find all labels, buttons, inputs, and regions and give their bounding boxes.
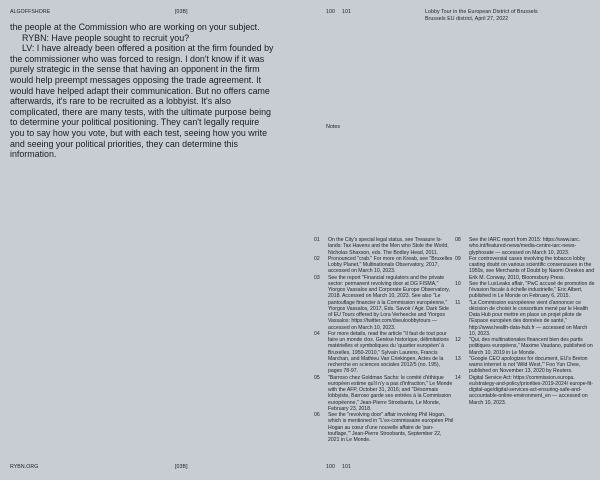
paragraph: the people at the Commission who are working on your subject. xyxy=(10,22,260,32)
notes-column-left xyxy=(314,237,454,443)
footnote-text: Digital Service Act: https://commission.europa. eu/strategy-and-policy/priorities-2019-2024/ europe-fit-digital-age/digital-services-act-ensuring-safe-and-accountable-online-environment_en — accessed on March 10, 2023. xyxy=(469,374,594,406)
footnote xyxy=(455,356,595,375)
footnote xyxy=(455,281,595,300)
chapter-subtitle: Brussels EU district, April 27, 2022 xyxy=(425,15,509,22)
footnote xyxy=(455,300,595,338)
footnote xyxy=(314,331,454,375)
footnote-text: For more details, read the article "Il faut de tout pour faire un monde clos. Genèse historique, délimitations matérielles et symboliques du 'quartier européen' à Bruxelles, 1950-2010," Sylvain Laurens, Francis Marchan, and Mathieu Van Criekingen, Actes de la recherche en sciences sociales 2012/5 (no. 195), pages 78-97. xyxy=(328,330,449,375)
footnote-number: 14 xyxy=(455,374,461,381)
footnote xyxy=(314,237,454,256)
paragraph: LV: I have already been offered a position at the firm founded by the commissioner who was forced to resign. I don't know if it was purely strategic in the sense that having an opponent in the firm would help preempt messages opposing the trade agreement. It would have helped adapt their communication. But no offers came afterwards, it's rare to be recruited as a lobbyist. It's also complicated, there are many tests, with the ultimate purpose being to determine your political positioning. They can't legally require you to say how you vote, but with each test, seeing how you write and seeing your political priorities, they can determine this information. xyxy=(10,43,274,160)
footnote-number: 02 xyxy=(314,255,320,262)
page-number-left: 100 xyxy=(326,9,335,15)
footnote-text: "Google CEO apologizes for document, EU's Breton warns internet is not 'Wild West,'" Foo Yun Chee, published on November 13, 2020 by Reuters. xyxy=(469,355,588,375)
footnote xyxy=(314,256,454,275)
footer-page-number-left: 100 xyxy=(326,464,335,470)
footnote-text: For controversial cases involving the tobacco lobby casting doubt on various scientific consensuses in the 1950s, see Merchants of Doubt by Naomi Oreskes and Erik M. Conway, 2010, Bloomsbury Press. xyxy=(469,255,595,281)
running-footer-site: RYBN.ORG xyxy=(10,464,39,470)
running-header-page-ref: [03B] xyxy=(175,9,188,15)
footnote-text: Pronounced "crab." For more on Kreab, see "Bruxelles Lobby Planet," Multinationals Observatory, 2017, accessed on March 10, 2023. xyxy=(328,255,453,275)
footnote-number: 12 xyxy=(455,337,461,343)
footnote xyxy=(314,375,454,413)
right-page xyxy=(300,0,600,480)
footer-page-number-right: 101 xyxy=(342,464,351,470)
footnote-number: 11 xyxy=(455,299,461,306)
footnote-number: 08 xyxy=(455,237,461,243)
footnote xyxy=(455,256,595,281)
footnote-number: 13 xyxy=(455,355,461,362)
footnote xyxy=(455,375,595,406)
running-footer-page-ref: [03B] xyxy=(175,464,188,470)
footnote-text: On the City's special legal status, see Treasure Islands: Tax Havens and the Men who Stole the World, Nicholas Shaxson, eds. The Bodley Head, 2011. xyxy=(328,237,449,256)
footnote-number: 06 xyxy=(314,412,320,418)
footnote xyxy=(455,337,595,356)
footnote-text: See the IARC report from 2015: https://www.iarc. who.int/featured-news/media-centre-iarc-newsglyphosate — accessed on March 10, 2023. xyxy=(469,237,581,256)
footnote-text: "La Commission européenne vient d'annoncer ce décision de choisir le consortium mené par le Health Data Hub pour mettre en place un projet pilote de l'Espace européen des données de santé," http://www.health-data-hub.fr — accessed on March 10, 2023. xyxy=(469,299,589,337)
footnote-number: 04 xyxy=(314,330,320,337)
footnote-text: "Barroso chez Goldman Sachs: le comité d'éthique européen estime qu'il n'y a pas d'infraction," Le Monde with the AFP, October 31, 2016; and "Désormais lobbyiste, Barroso garde ses entrées à la Commission européenne," Jean-Pierre Stroobants, Le Monde, February 23, 2018. xyxy=(328,374,453,412)
footnote-number: 03 xyxy=(314,274,320,281)
footnote xyxy=(314,275,454,331)
footnote-text: "Qui, des multinationales financent bien des partis politiques européens," Maxime Vaudano, published on March 10, 2019 in Le Monde. xyxy=(469,337,593,356)
footnote-text: See the report "Financial regulators and the private sector: permanent revolving door at DG FISMA," Yiorgos Vassalos and Corporate Europe Observatory, 2018. Accessed on March 10, 2023. See also "Le pantouflage financier à la Commission européenne," Yiorgos Vassalos, 2017, Éds. Savoir / Agir. Dark Side of EU Tours offered by Lora Verheecke and Yiorgos Vassalos: https://twitter.com/dseuloobbytours — accessed on March 10, 2023. xyxy=(328,274,450,331)
footnote-number: 05 xyxy=(314,374,320,381)
running-header-site: ALGOFFSHORE xyxy=(10,9,51,15)
footnote-text: See the LuxLeaks affair, "PwC accusé de promotion de l'évasion fiscale à échelle industrielle," Eric Albert, published in Le Monde on February 6, 2015. xyxy=(469,280,595,300)
page-number-right: 101 xyxy=(342,9,351,15)
footnote-number: 01 xyxy=(314,237,320,243)
notes-column-right xyxy=(455,237,595,406)
footnote-number: 09 xyxy=(455,255,461,262)
footnote-number: 10 xyxy=(455,280,461,287)
footnote-text: See the "revolving door" affair involving Phil Hogan, which is mentioned in "L'ex-commissaire européen Phil Hogan au cœur d'une nouvelle affaire de 'pantouflage,'" Jean-Pierre Stroobants, September 22, 2021 in Le Monde. xyxy=(328,412,454,443)
chapter-title: Lobby Tour in the European District of Brussels xyxy=(425,9,538,15)
notes-heading: Notes xyxy=(326,124,341,130)
footnote xyxy=(314,412,454,443)
paragraph: RYBN: Have people sought to recruit you? xyxy=(22,32,190,43)
footnote xyxy=(455,237,595,256)
interview-body xyxy=(10,22,275,160)
